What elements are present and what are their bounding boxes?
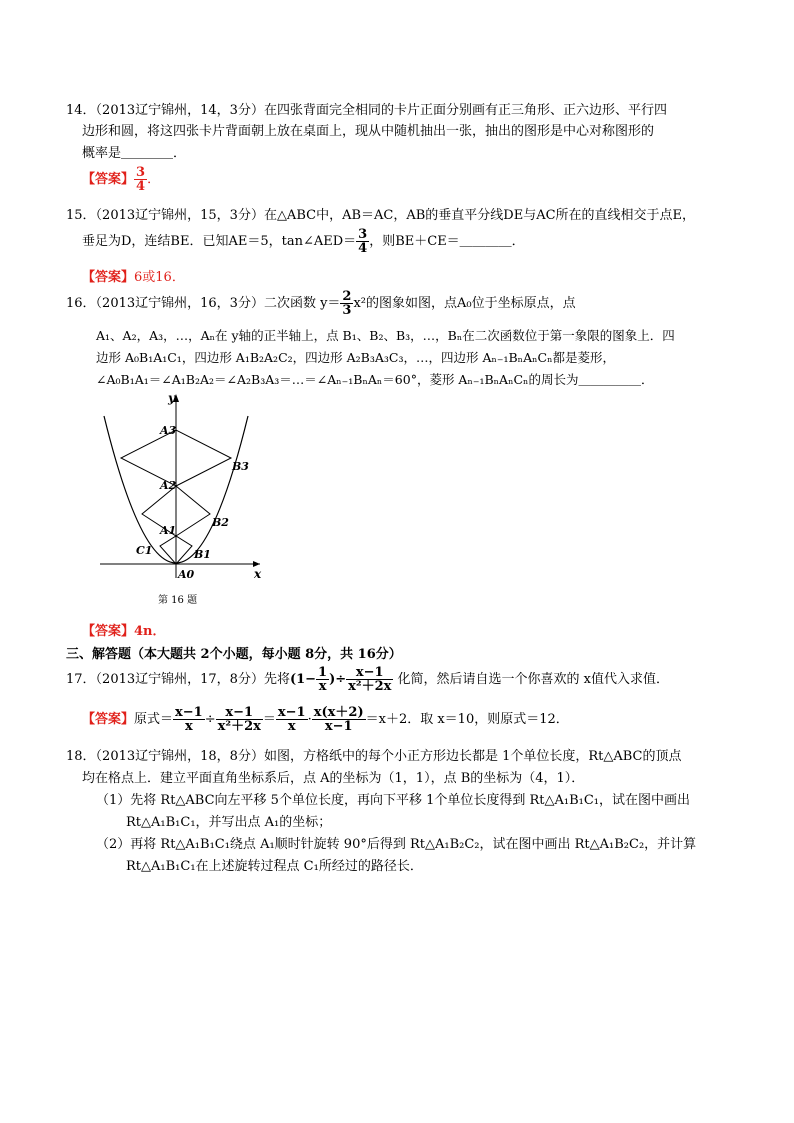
q15-line1: 15．（2013辽宁锦州，15，3分）在△ABC中，AB＝AC，AB的垂直平分线DE与AC所在的直线相交于点E， [66, 208, 696, 223]
q17-answer: 【答案】原式＝ $\frac{x-1}{x}$ ÷ $\frac{x-1}{\text{x²＋2x}}$ ＝ $\frac{x-1}{x}$ · $\frac{x(x+2)}{x-1}$ ＝x＋2．取 x＝10，则原式＝12． [82, 705, 569, 734]
q18-part2-line1: （2）再将 Rt△A₁B₁C₁绕点 A₁顺时针旋转 90°后得到 Rt△A₁B₂C₂，试在图中画出 Rt△A₁B₂C₂，并计算 [96, 837, 697, 852]
ans-frac-4: $\frac{x(x+2)}{x-1}$ [313, 705, 364, 734]
label-B1: B1 [194, 548, 211, 561]
q14-line1: 14．（2013辽宁锦州，14，3分）在四张背面完全相同的卡片正面分别画有正三角形、正六边形、平行四 [66, 103, 667, 118]
parabola-rhombus-figure [96, 388, 276, 610]
answer-label: 【答案】 [82, 172, 135, 187]
q14-answer: 【答案】 $\frac{3}{4}$ ． [82, 165, 161, 194]
section-3-title: 三、解答题（本大题共 2个小题，每小题 8分，共 16分） [66, 647, 402, 662]
ans-frac-3: $\frac{x-1}{x}$ [277, 705, 306, 734]
tan-fraction: $\frac{3}{4}$ [358, 227, 368, 256]
label-A3: A3 [160, 424, 177, 437]
q14-line2: 边形和圆，将这四张卡片背面朝上放在桌面上，现从中随机抽出一张，抽出的图形是中心对称图形的 [82, 124, 655, 139]
q15-answer: 【答案】6或16． [82, 270, 185, 285]
q17-frac-1: $\frac{1}{x}$ [318, 665, 328, 694]
q16-line4: ∠A₀B₁A₁＝∠A₁B₂A₂＝∠A₂B₃A₃＝…＝∠Aₙ₋₁BₙAₙ＝60°，菱形 Aₙ₋₁BₙAₙCₙ的周长为＿＿＿＿＿． [96, 372, 654, 387]
label-C1: C1 [136, 544, 153, 557]
label-B3: B3 [232, 460, 249, 473]
figure-caption: 第 16 题 [158, 595, 198, 606]
q16-answer: 【答案】4n． [82, 624, 166, 639]
q18-line1: 18．（2013辽宁锦州，18，8分）如图，方格纸中的每个小正方形边长都是 1个单位长度，Rt△ABC的顶点 [66, 749, 682, 764]
label-A1: A1 [160, 524, 177, 537]
answer-fraction: $\frac{3}{4}$ [136, 165, 146, 194]
ans-frac-2: $\frac{x-1}{\text{x²＋2x}}$ [217, 705, 261, 734]
label-B2: B2 [212, 516, 229, 529]
label-A2: A2 [160, 479, 177, 492]
ans-frac-1: $\frac{x-1}{x}$ [175, 705, 203, 734]
q16-line1: 16．（2013辽宁锦州，16，3分）二次函数 y＝ $\frac{2}{3}$ x²的图象如图，点A₀位于坐标原点，点 [66, 289, 576, 318]
q18-part1-line2: Rt△A₁B₁C₁，并写出点 A₁的坐标； [126, 815, 332, 830]
q18-line2: 均在格点上．建立平面直角坐标系后，点 A的坐标为（1，1），点 B的坐标为（4，1）． [82, 771, 585, 786]
q14-line3: 概率是＿＿＿＿． [82, 146, 187, 161]
coef-fraction: $\frac{2}{3}$ [342, 289, 352, 318]
q18-part1-line1: （1）先将 Rt△ABC向左平移 5个单位长度，再向下平移 1个单位长度得到 Rt△A₁B₁C₁，试在图中画出 [96, 793, 691, 808]
y-axis-label: y [168, 391, 175, 405]
q16-line3: 边形 A₀B₁A₁C₁，四边形 A₁B₂A₂C₂，四边形 A₂B₃A₃C₃，…，四边形 Aₙ₋₁BₙAₙCₙ都是菱形， [96, 350, 615, 365]
q17-frac-2: $\frac{x-1}{\text{x²＋2x}}$ [348, 665, 392, 694]
x-axis-label: x [254, 567, 262, 581]
q17-line: 17．（2013辽宁锦州，17，8分）先将(1− $\frac{1}{x}$ )÷ $\frac{x-1}{\text{x²＋2x}}$ 化简，然后请自选一个你喜欢的 x值代入求值． [66, 665, 669, 694]
q18-part2-line2: Rt△A₁B₁C₁在上述旋转过程点 C₁所经过的路径长． [126, 859, 423, 874]
q15-line2: 垂足为D，连结BE．已知AE＝5，tan∠AED＝ $\frac{3}{4}$ ，则BE＋CE＝＿＿＿＿． [82, 227, 525, 256]
label-A0: A0 [178, 568, 195, 581]
q16-line2: A₁、A₂，A₃，…，Aₙ在 y轴的正半轴上，点 B₁、B₂、B₃，…，Bₙ在二次函数位于第一象限的图象上．四 [96, 328, 675, 343]
